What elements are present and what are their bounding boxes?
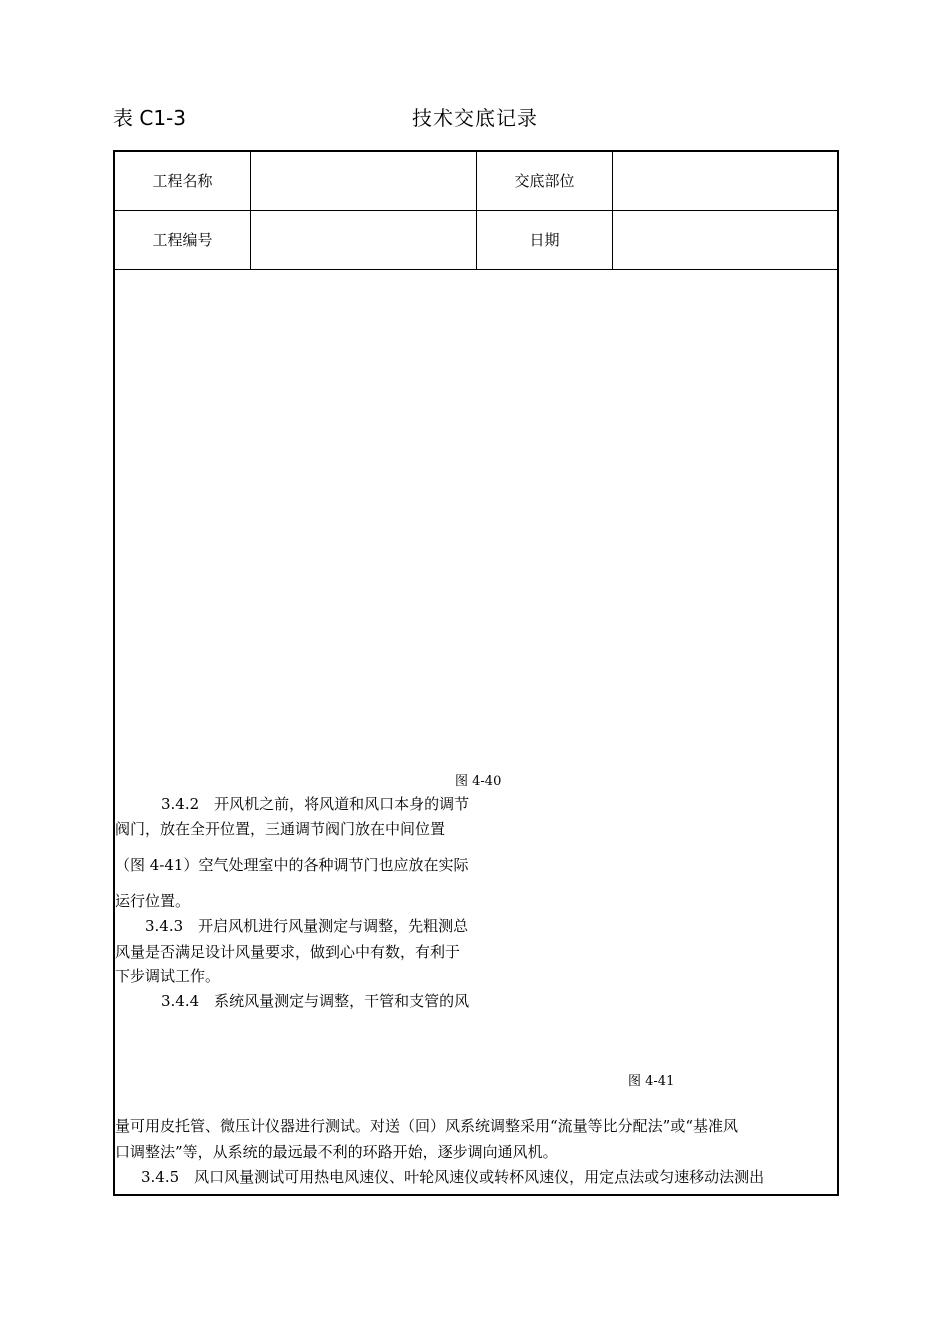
- figure-4-41-caption: 图 4-41: [628, 1074, 675, 1089]
- paragraph-3-4-3-line: 3.4.3 开启风机进行风量测定与调整，先粗测总: [145, 917, 469, 935]
- figure-4-40-caption: 图 4-40: [455, 774, 502, 789]
- paragraph-3-4-2-line: 运行位置。: [115, 892, 191, 910]
- paragraph-3-4-3-line: 下步调试工作。: [115, 967, 221, 985]
- paragraph-3-4-2-line: 阀门，放在全开位置，三通调节阀门放在中间位置: [115, 820, 446, 838]
- record-table: [113, 150, 839, 1196]
- paragraph-3-4-4-line: 量可用皮托管、微压计仪器进行测试。对送（回）风系统调整采用“流量等比分配法”或“基准风: [115, 1117, 739, 1135]
- paragraph-3-4-3-line: 风量是否满足设计风量要求，做到心中有数，有利于: [115, 943, 461, 961]
- date-field[interactable]: [613, 211, 837, 269]
- paragraph-3-4-4-line: 3.4.4 系统风量测定与调整，干管和支管的风: [161, 992, 470, 1010]
- paragraph-3-4-2-line: （图 4-41）空气处理室中的各种调节门也应放在实际: [115, 856, 469, 874]
- project-name-label: 工程名称: [152, 172, 213, 190]
- part-field[interactable]: [613, 152, 837, 210]
- part-label: 交底部位: [514, 172, 575, 190]
- paragraph-3-4-2-line: 3.4.2 开风机之前，将风道和风口本身的调节: [161, 795, 470, 813]
- paragraph-3-4-4-line: 口调整法”等，从系统的最远最不利的环路开始，逐步调向通风机。: [115, 1143, 558, 1161]
- project-no-label: 工程编号: [152, 231, 213, 249]
- form-code: 表 C1-3: [113, 106, 186, 130]
- page-title: 技术交底记录: [412, 106, 538, 130]
- project-name-field[interactable]: [251, 152, 476, 210]
- date-label: 日期: [529, 231, 560, 249]
- paragraph-3-4-5-line: 3.4.5 风口风量测试可用热电风速仪、叶轮风速仪或转杯风速仪，用定点法或匀速移动法测出: [141, 1168, 765, 1186]
- project-no-field[interactable]: [251, 211, 476, 269]
